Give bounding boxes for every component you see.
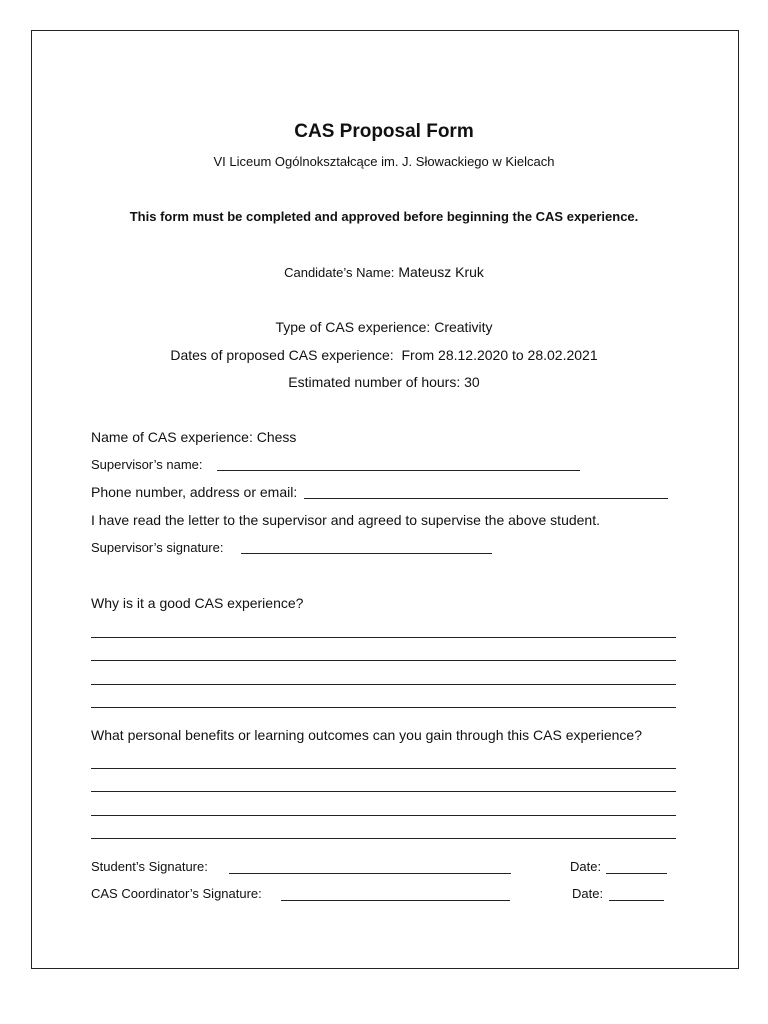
school-name: VI Liceum Ogólnokształcące im. J. Słowackiego w Kielcach (213, 154, 555, 169)
type-value: Creativity (434, 319, 493, 335)
type-label: Type of CAS experience: (275, 319, 431, 335)
contact-label: Phone number, address or email: (91, 484, 298, 500)
supervisor-signature-field[interactable] (241, 553, 492, 554)
answer-2-line[interactable] (91, 838, 676, 839)
type-row (0, 320, 768, 334)
answer-1-line[interactable] (91, 660, 676, 661)
experience-value: Chess (256, 429, 297, 445)
student-signature-label: Student’s Signature: (91, 859, 208, 874)
dates-value: From 28.12.2020 to 28.02.2021 (401, 347, 598, 363)
experience-label: Name of CAS experience: (91, 429, 253, 445)
supervisor-signature-label: Supervisor’s signature: (91, 540, 224, 555)
candidate-name-row (0, 265, 768, 279)
question-1: Why is it a good CAS experience? (91, 595, 304, 611)
hours-value: 30 (464, 374, 480, 390)
student-date-label: Date: (570, 859, 602, 874)
answer-1-line[interactable] (91, 637, 676, 638)
student-signature-field[interactable] (229, 873, 511, 874)
dates-label: Dates of proposed CAS experience: (170, 347, 394, 363)
coordinator-date-label: Date: (572, 886, 604, 901)
answer-2-line[interactable] (91, 768, 676, 769)
question-2: What personal benefits or learning outcomes can you gain through this CAS experience? (91, 727, 642, 743)
answer-1-line[interactable] (91, 684, 676, 685)
student-date-field[interactable] (606, 873, 667, 874)
coordinator-signature-field[interactable] (281, 900, 510, 901)
answer-2-line[interactable] (91, 815, 676, 816)
dates-row (0, 348, 768, 362)
coordinator-date-field[interactable] (609, 900, 664, 901)
coordinator-signature-label: CAS Coordinator’s Signature: (91, 886, 262, 901)
candidate-label: Candidate’s Name: (284, 265, 395, 280)
form-title: CAS Proposal Form (294, 121, 474, 142)
candidate-value: Mateusz Kruk (398, 264, 484, 280)
supervisor-name-field[interactable] (217, 470, 580, 471)
hours-row (0, 375, 768, 389)
hours-label: Estimated number of hours: (288, 374, 461, 390)
supervisor-name-label: Supervisor’s name: (91, 457, 203, 472)
notice: This form must be completed and approved before beginning the CAS experience. (129, 209, 639, 224)
answer-1-line[interactable] (91, 707, 676, 708)
contact-field[interactable] (304, 498, 668, 499)
experience-name-row (91, 430, 296, 444)
agreement-text: I have read the letter to the supervisor and agreed to supervise the above student. (91, 512, 600, 528)
answer-2-line[interactable] (91, 791, 676, 792)
